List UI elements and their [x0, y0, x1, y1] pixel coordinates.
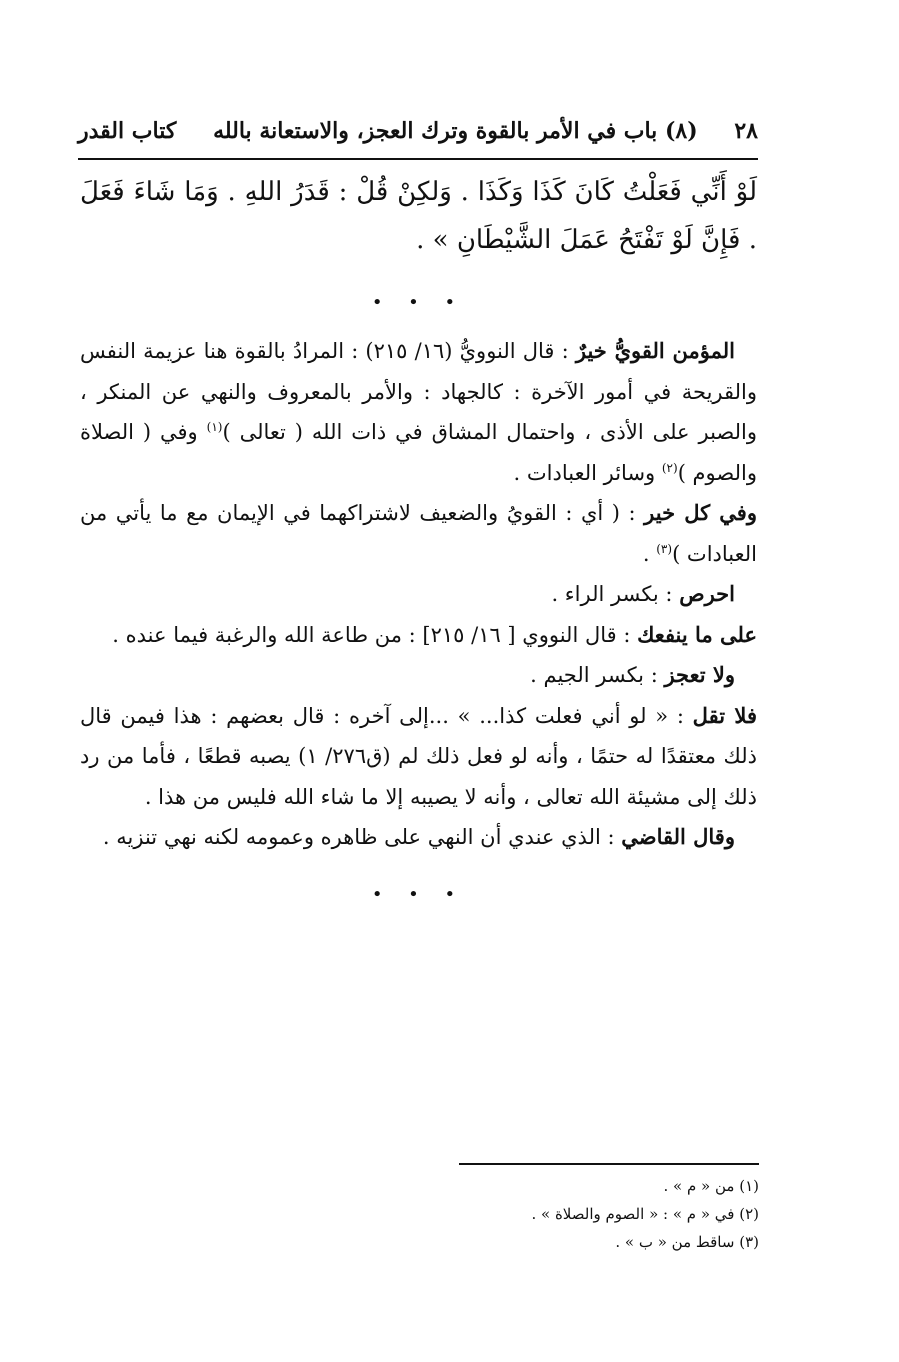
commentary-paragraph — [80, 615, 757, 656]
commentary-paragraph — [80, 696, 757, 818]
commentary-paragraph — [80, 817, 757, 858]
footnote: (٢) في « م » : « الصوم والصلاة » . — [531, 1205, 759, 1223]
paragraph-lead: وفي كل خير — [644, 500, 757, 525]
paragraph-text: : بكسر الجيم . — [530, 663, 658, 687]
paragraph-lead: احرص — [679, 581, 735, 606]
commentary-paragraph — [80, 574, 757, 615]
chapter-title: (٨) باب في الأمر بالقوة وترك العجز، والاستعانة بالله — [213, 118, 698, 144]
paragraph-text: وسائر العبادات . — [513, 460, 662, 485]
paragraph-text: : قال النووي [ ١٦/ ٢١٥] : من طاعة الله والرغبة فيما عنده . — [112, 622, 631, 647]
paragraph-text: : قال النوويُّ (١٦/ ٢١٥) : المرادُ بالقوة هنا عزيمة النفس والقريحة في أمور الآخرة : كالجهاد : والأمر بالمعروف والنهي عن المنكر ، والصبر على الأذى ، واحتمال المشاق في ذات الله ( تعالى ) — [80, 339, 757, 444]
footnote: (٣) ساقط من « ب » . — [615, 1233, 759, 1251]
footnotes — [359, 1172, 759, 1256]
footnote-ref[interactable]: (٣) — [656, 541, 673, 556]
paragraph-lead: المؤمن القويُّ خيرٌ — [575, 338, 735, 363]
paragraph-text: . — [642, 541, 657, 566]
section-separator: • • • — [371, 883, 466, 905]
commentary-paragraph — [80, 493, 757, 574]
paragraph-lead: وقال القاضي — [621, 824, 735, 849]
page-header — [78, 118, 758, 154]
header-rule — [78, 158, 758, 160]
paragraph-lead: ولا تعجز — [664, 662, 735, 687]
paragraph-text: : الذي عندي أن النهي على ظاهره وعمومه لكنه نهي تنزيه . — [102, 825, 615, 849]
footnote-rule — [459, 1163, 759, 1165]
footnote: (١) من « م » . — [663, 1177, 759, 1195]
footnote-ref[interactable]: (١) — [206, 420, 223, 434]
paragraph-text: : ( أي : القويُ والضعيف لاشتراكهما في الإيمان مع ما يأتي من العبادات ) — [80, 501, 757, 566]
hadith-text: لَوْ أَنِّي فَعَلْتُ كَانَ كَذَا وَكَذَا . وَلكِنْ قُلْ : قَدَرُ اللهِ . وَمَا شَاءَ فَعَلَ . فَإِنَّ لَوْ تَفْتَحُ عَمَلَ الشَّيْطَانِ » . — [80, 177, 757, 255]
page-body — [80, 168, 757, 923]
section-separator: • • • — [371, 292, 466, 313]
paragraph-text: : بكسر الراء . — [551, 582, 673, 606]
commentary-paragraph — [80, 331, 757, 493]
paragraph-lead: على ما ينفعك — [637, 621, 757, 647]
paragraph-lead: فلا تقل — [692, 702, 757, 728]
footnote-ref[interactable]: (٢) — [661, 460, 678, 475]
page-number: ٢٨ — [734, 118, 758, 144]
commentary-paragraph — [80, 655, 757, 696]
paragraph-text: وفي ( الصلاة والصوم ) — [80, 420, 757, 485]
book-title: كتاب القدر — [78, 118, 177, 144]
paragraph-text: : « لو أني فعلت كذا... » ...إلى آخره : قال بعضهم : هذا فيمن قال ذلك معتقدًا له حتمًا ، وأنه لو فعل ذلك لم (ق٢٧٦/ ١) يصبه قطعًا ، فأما من رد ذلك إلى مشيئة الله تعالى ، وأنه لا يصيبه إلا ما شاء الله فليس من هذا . — [80, 703, 757, 809]
